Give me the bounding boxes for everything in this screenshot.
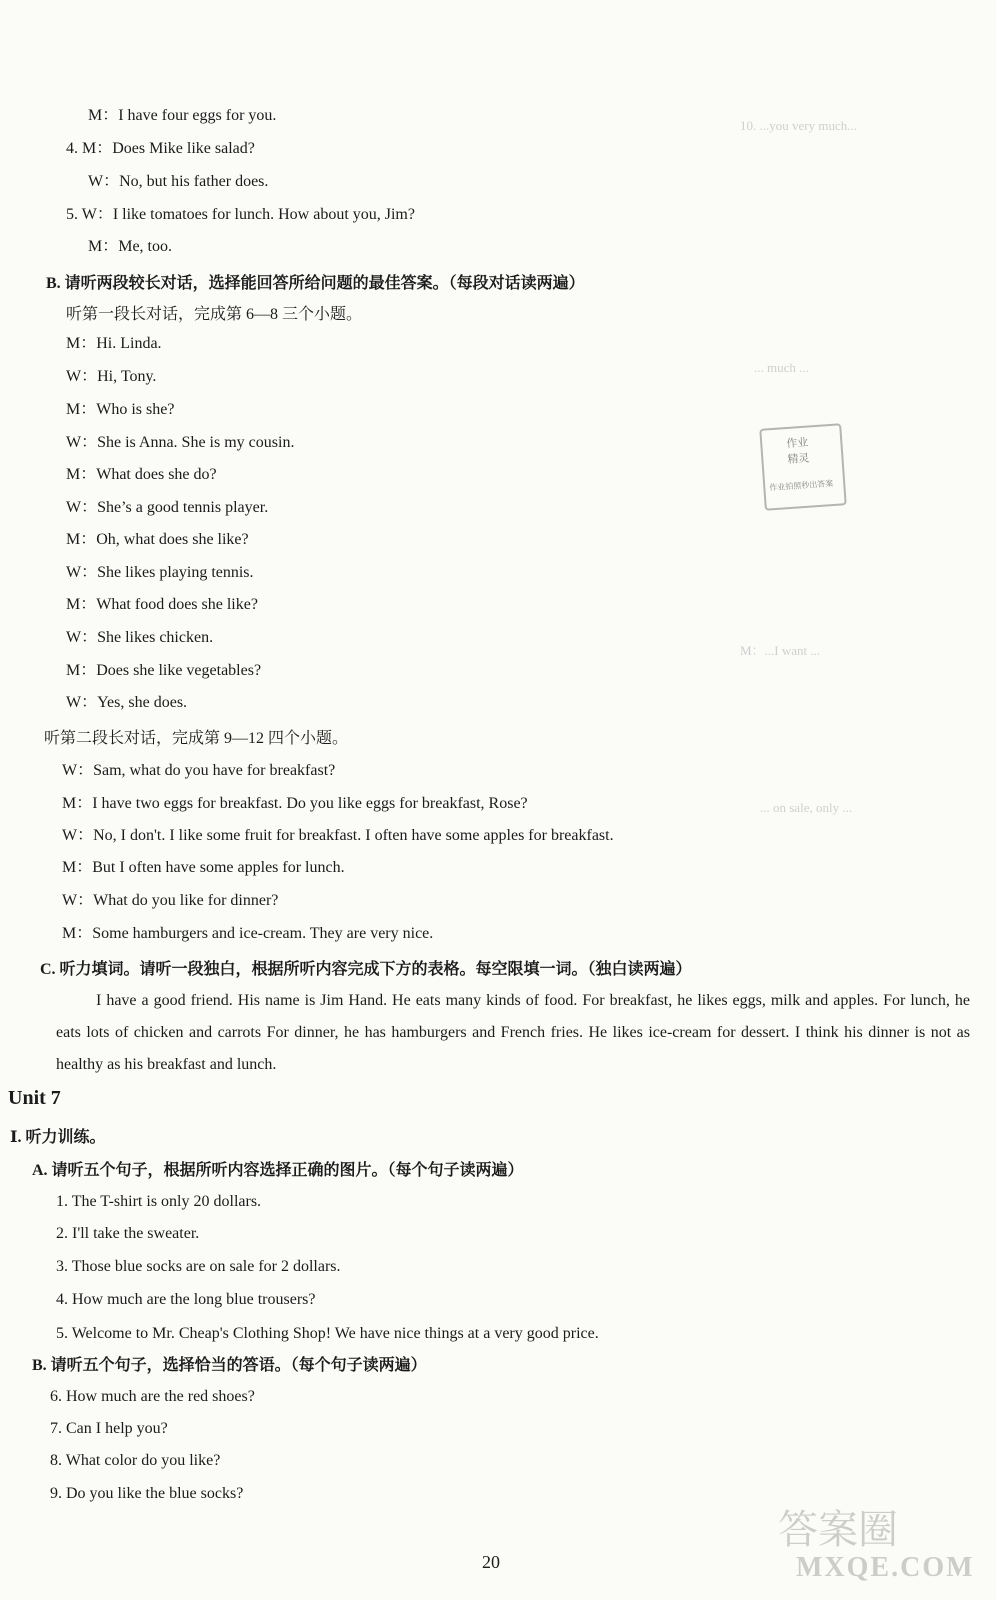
dialog-line: W：No, but his father does. [88,173,269,190]
monologue-paragraph: I have a good friend. His name is Jim Hand. He eats many kinds of food. For breakfast, he likes eggs, milk and apples. For lunch, he eats lots of chicken and carrots For dinner, he has hamburgers and French fries. He likes ice-cream for dessert. I think his dinner is not as healthy as his breakfast and lunch. [56,992,970,1073]
question-item: 4. How much are the long blue trousers? [56,1291,316,1308]
dialog-line: 4. M：Does Mike like salad? [66,140,255,157]
dialog-line: M：But I often have some apples for lunch. [62,859,345,876]
dialog-line: W：No, I don't. I like some fruit for breakfast. I often have some apples for breakfast. [62,827,614,844]
dialog-line: W：She likes chicken. [66,629,214,646]
bleed-through-text: ... much ... [754,360,809,375]
dialog-line: W：She likes playing tennis. [66,564,254,581]
dialog-line: M：Who is she? [66,401,175,418]
question-item: 1. The T-shirt is only 20 dollars. [56,1193,262,1210]
bleed-through-text: 10. ...you very much... [740,118,857,133]
dialog1-intro: 听第一段长对话，完成第 6—8 三个小题。 [66,306,363,323]
dialog-line: M：Hi. Linda. [66,335,162,352]
stamp-text: 作业拍照秒出答案 [769,478,834,493]
dialog-line: M：Me, too. [88,238,173,255]
dialog-line: M：What does she do? [66,466,217,483]
section-b-heading: B. 请听两段较长对话，选择能回答所给问题的最佳答案。（每段对话读两遍） [46,275,585,292]
dialog-line: M：I have four eggs for you. [88,107,277,124]
dialog-line: W：She’s a good tennis player. [66,499,269,516]
dialog-line: W：Sam, what do you have for breakfast? [62,762,336,779]
page-number: 20 [482,1552,500,1572]
dialog-line: M：Oh, what does she like? [66,531,249,548]
dialog-line: W：What do you like for dinner? [62,892,279,909]
part-heading: Ⅰ. 听力训练。 [10,1129,106,1146]
question-item: 5. Welcome to Mr. Cheap's Clothing Shop! We have nice things at a very good price. [56,1325,599,1342]
stamp-text: 精灵 [787,452,810,467]
question-item: 7. Can I help you? [50,1420,168,1437]
question-item: 3. Those blue socks are on sale for 2 dollars. [56,1258,341,1275]
dialog2-intro: 听第二段长对话，完成第 9—12 四个小题。 [44,730,349,747]
bleed-through-text: M：...I want ... [740,643,821,658]
unit7-section-a-heading: A. 请听五个句子，根据所听内容选择正确的图片。（每个句子读两遍） [32,1162,524,1179]
question-item: 8. What color do you like? [50,1452,221,1469]
watermark-text: 答案圈 [778,1507,898,1552]
dialog-line: M：Some hamburgers and ice-cream. They are very nice. [62,925,434,942]
seal-stamp [759,423,847,511]
question-item: 9. Do you like the blue socks? [50,1485,244,1502]
dialog-line: M：I have two eggs for breakfast. Do you like eggs for breakfast, Rose? [62,795,528,812]
watermark-text: MXQE.COM [796,1552,975,1583]
watermark-logo [768,1498,975,1588]
section-c-heading: C. 听力填词。请听一段独白，根据所听内容完成下方的表格。每空限填一词。（独白读两遍） [40,961,692,978]
dialog-line: 5. W：I like tomatoes for lunch. How about you, Jim? [66,206,415,223]
stamp-text: 作业 [785,436,809,451]
dialog-line: W：Yes, she does. [66,694,188,711]
unit7-section-b-heading: B. 请听五个句子，选择恰当的答语。（每个句子读两遍） [32,1357,427,1374]
bleed-through-text: ... on sale, only ... [760,800,853,815]
dialog-line: M：What food does she like? [66,596,258,613]
dialog-line: W：She is Anna. She is my cousin. [66,434,295,451]
dialog-line: W：Hi, Tony. [66,368,157,385]
dialog-line: M：Does she like vegetables? [66,662,262,679]
unit-title: Unit 7 [8,1087,61,1109]
question-item: 2. I'll take the sweater. [56,1225,200,1242]
question-item: 6. How much are the red shoes? [50,1388,255,1405]
